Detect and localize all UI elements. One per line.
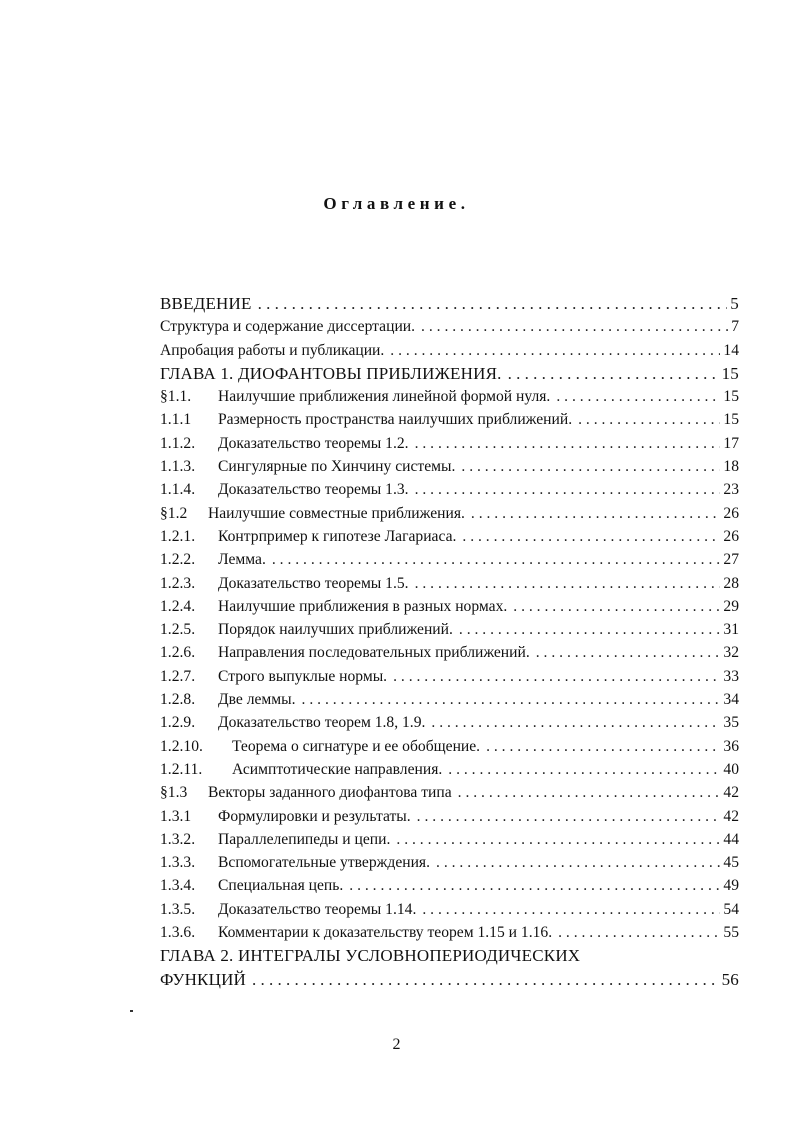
toc-leader-dots [396,828,720,851]
toc-entry-page: 26 [723,527,739,545]
toc-leader-dots [431,711,720,734]
page-number: 2 [392,1036,401,1053]
toc-entry-number: 1.3.3. [160,854,196,872]
toc-entry-number: 1.3.4. [160,877,196,895]
toc-entry-title: Строго выпуклые нормы. [218,667,388,685]
toc-entry [160,758,739,781]
toc-leader-dots [421,315,728,338]
toc-entry-page: 23 [723,481,739,499]
toc-entry-number: 1.1.3. [160,458,196,476]
toc-entry [160,828,739,851]
toc-entry [160,735,739,758]
toc-entry-number: 1.2.7. [160,667,196,685]
toc-leader-dots [417,805,721,828]
toc-entry-title: Апробация работы и публикации. [160,341,385,359]
toc-entry-title: Доказательство теорем 1.8, 1.9. [218,714,426,732]
toc-entry-title: ФУНКЦИЙ [160,969,247,989]
toc-leader-dots [462,525,720,548]
toc-entry-page: 36 [723,737,739,755]
toc-entry-title: Структура и содержание диссертации. [160,318,416,336]
toc-entry-number: 1.2.10. [160,737,203,755]
toc-entry-page: 18 [723,458,739,476]
toc-entry-title: Векторы заданного диофантова типа [208,784,452,802]
toc-entry-page: 33 [723,667,739,685]
toc-leader-dots [458,781,721,804]
toc-leader-dots [513,595,720,618]
toc-entry [160,432,739,455]
toc-leader-dots [556,385,720,408]
toc-entry [160,548,739,571]
toc-entry-number: 1.2.1. [160,527,196,545]
toc-leader-dots [272,548,721,571]
toc-entry [160,315,739,338]
toc-entry [160,874,739,897]
toc-entry-number: 1.3.1 [160,807,192,825]
toc-entry-title: Контрпример к гипотезе Лагариаса. [218,527,457,545]
toc-entry-page: 42 [723,807,739,825]
toc-entry-title: Размерность пространства наилучших приближений. [218,411,573,429]
toc-entry-page: 44 [723,830,739,848]
toc-entry-page: 45 [723,854,739,872]
toc-entry-page: 15 [721,363,739,383]
toc-entry-page: 31 [723,621,739,639]
toc-entry-page: 40 [723,760,739,778]
toc-entry-page: 32 [723,644,739,662]
toc-entry [160,851,739,874]
toc-entry-title: Сингулярные по Хинчину системы. [218,458,456,476]
toc-entry-title: Комментарии к доказательству теорем 1.15 и 1.16. [218,924,553,942]
toc-entry-title: Наилучшие совместные приближения. [208,504,465,522]
toc-leader-dots [508,362,719,385]
toc-entry-title: Доказательство теоремы 1.5. [218,574,409,592]
toc-entry [160,292,739,315]
toc-entry-number: §1.2 [160,504,188,522]
toc-entry-title: Доказательство теоремы 1.2. [218,434,409,452]
toc-entry [160,408,739,431]
toc-entry [160,478,739,501]
toc-entry-title: Параллелепипеды и цепи. [218,830,391,848]
toc-entry-number: 1.3.6. [160,924,196,942]
toc-entry-title: Лемма. [218,551,266,569]
toc-entry-number: 1.2.5. [160,621,196,639]
toc-entry-number: 1.1.1 [160,411,192,429]
toc-entry-page: 35 [723,714,739,732]
toc-entry [160,921,739,944]
toc-entry [160,525,739,548]
toc-entry [160,595,739,618]
scan-speck [130,1010,133,1012]
toc-entry-page: 17 [723,434,739,452]
toc-leader-dots [415,432,721,455]
toc-entry [160,362,739,385]
toc-leader-dots [252,968,719,991]
toc-entry-page: 42 [723,784,739,802]
toc-entry [160,385,739,408]
toc-entry-number: 1.1.4. [160,481,196,499]
toc-entry [160,898,739,921]
toc-leader-dots [536,641,721,664]
toc-entry-title: Наилучшие приближения линейной формой нуля. [218,388,551,406]
toc-leader-dots [486,735,720,758]
toc-entry-page: 29 [723,597,739,615]
toc-entry-page: 14 [723,341,739,359]
table-of-contents [160,292,739,991]
toc-leader-dots [393,665,720,688]
toc-entry-title: ГЛАВА 2. ИНТЕГРАЛЫ УСЛОВНОПЕРИОДИЧЕСКИХ [160,946,581,966]
toc-entry-page: 5 [730,294,739,313]
toc-entry-page: 34 [723,691,739,709]
toc-entry-number: 1.3.5. [160,900,196,918]
toc-entry-title: Направления последовательных приближений. [218,644,530,662]
toc-leader-dots [415,572,721,595]
toc-leader-dots [436,851,720,874]
toc-entry-page: 56 [721,969,739,989]
toc-entry-title: Асимптотические направления. [232,760,443,778]
toc-entry-title: ГЛАВА 1. ДИОФАНТОВЫ ПРИБЛИЖЕНИЯ. [160,363,502,383]
toc-leader-dots [558,921,720,944]
toc-entry-page: 15 [723,388,739,406]
toc-entry-page: 54 [723,900,739,918]
toc-entry-title: Доказательство теоремы 1.14. [218,900,417,918]
toc-entry [160,805,739,828]
toc-leader-dots [258,292,728,315]
toc-entry-number: 1.3.2. [160,830,196,848]
toc-entry-page: 15 [723,411,739,429]
toc-entry-number: 1.2.11. [160,760,203,778]
toc-entry-page: 49 [723,877,739,895]
toc-leader-dots [461,455,720,478]
toc-entry-title: Две леммы. [218,691,296,709]
toc-entry [160,944,739,967]
toc-leader-dots [422,898,720,921]
toc-entry-title: Порядок наилучших приближений. [218,621,453,639]
toc-entry [160,339,739,362]
toc-entry-page: 28 [723,574,739,592]
toc-entry-page: 27 [723,551,739,569]
toc-entry-number: §1.3 [160,784,188,802]
toc-entry-number: 1.2.6. [160,644,196,662]
toc-entry [160,665,739,688]
page-title: Оглавление. [323,194,470,213]
toc-entry-number: 1.2.2. [160,551,196,569]
toc-entry-title: Теорема о сигнатуре и ее обобщение. [232,737,481,755]
toc-entry-title: Вспомогательные утверждения. [218,854,431,872]
toc-entry [160,968,739,991]
toc-leader-dots [415,478,721,501]
toc-entry [160,711,739,734]
toc-leader-dots [302,688,721,711]
toc-entry-page: 26 [723,504,739,522]
toc-leader-dots [390,339,720,362]
toc-leader-dots [471,502,721,525]
toc-entry [160,455,739,478]
toc-entry [160,572,739,595]
toc-entry [160,688,739,711]
toc-entry-number: §1.1. [160,388,192,406]
toc-leader-dots [459,618,721,641]
toc-leader-dots [578,408,720,431]
toc-entry-number: 1.2.3. [160,574,196,592]
toc-entry [160,502,739,525]
toc-entry [160,618,739,641]
toc-entry-page: 55 [723,924,739,942]
toc-entry [160,781,739,804]
toc-entry-number: 1.2.9. [160,714,196,732]
toc-entry-number: 1.2.8. [160,691,196,709]
toc-entry-title: ВВЕДЕНИЕ [160,294,252,313]
toc-entry-title: Доказательство теоремы 1.3. [218,481,409,499]
toc-leader-dots [349,874,720,897]
toc-entry [160,641,739,664]
toc-entry-number: 1.1.2. [160,434,196,452]
toc-entry-number: 1.2.4. [160,597,196,615]
toc-entry-title: Наилучшие приближения в разных нормах. [218,597,508,615]
toc-entry-title: Специальная цепь. [218,877,344,895]
toc-leader-dots [448,758,720,781]
toc-entry-page: 7 [731,318,739,336]
toc-entry-title: Формулировки и результаты. [218,807,411,825]
